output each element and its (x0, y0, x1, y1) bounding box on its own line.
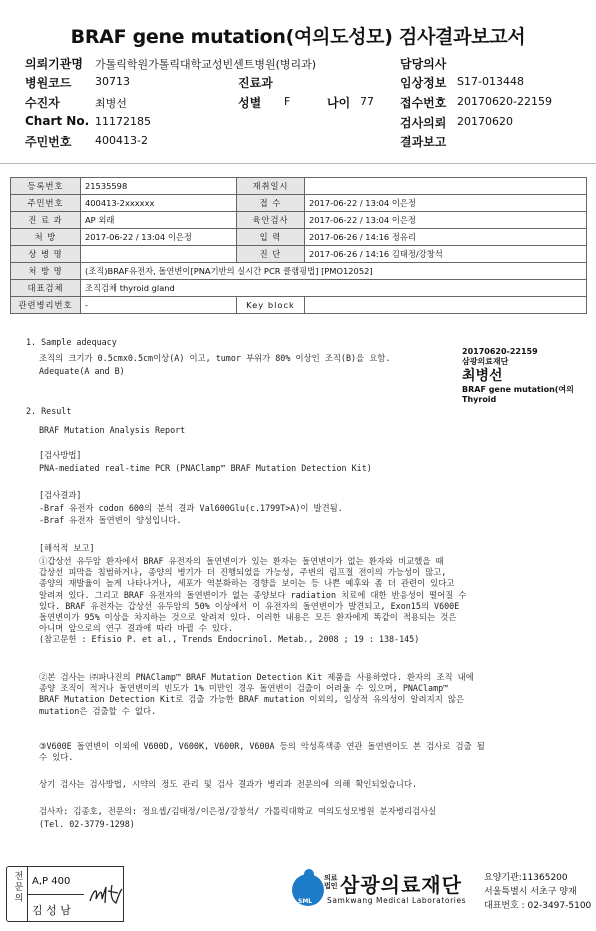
s1-line1: 조직의 크기가 0.5cmx0.5cm이상(A) 이고, tumor 부위가 80% 이상인 조직(B)을 요함. (39, 353, 391, 363)
report-title: BRAF gene mutation(여의도성모) 검사결과보고서 (70, 26, 526, 48)
patient-label: 수진자 (25, 96, 60, 110)
org-english-name: Samkwang Medical Laboratories (327, 896, 467, 905)
clinical-label: 임상정보 (400, 76, 447, 90)
org-phone: 대표번호 : 02-3497-5100 (484, 901, 592, 911)
keyblock-value (305, 297, 587, 314)
institution-label: 의뢰기관명 (25, 57, 83, 71)
table-row (11, 195, 587, 212)
ssn-cell-value: 400413-2xxxxxx (81, 195, 237, 212)
box-divider (28, 894, 84, 895)
reg-no-value: 21535598 (81, 178, 237, 195)
interp-line: 아니며 앞으로의 연구 결과에 따라 바뀔 수 있다. (39, 623, 234, 634)
withdraw-key: 재취일시 (237, 178, 305, 195)
order-value: 2017-06-22 / 13:04 이은정 (81, 229, 237, 246)
reg-no-key: 등록번호 (11, 178, 81, 195)
stamp-receipt: 20170620-22159 (462, 347, 538, 356)
table-row (11, 280, 587, 297)
specimen-info-table (10, 177, 587, 314)
input-value: 2017-06-26 / 14:16 정유리 (305, 229, 587, 246)
s2-subtitle: BRAF Mutation Analysis Report (39, 425, 186, 435)
ward-key: 상 병 명 (11, 246, 81, 263)
interp-line: BRAF Mutation Detection Kit로 검출 가능한 BRAF mutation 이외의, 임상적 유의성이 알려지지 않은 (39, 694, 465, 705)
ssn-label: 주민번호 (25, 135, 72, 149)
interp-line: 돌연변이가 95% 이상을 차지하는 것으로 알려져 있다. 이러한 내용은 모든 환자에게 똑같이 적용되는 것은 (39, 612, 457, 623)
specimen-value: 조직검체 thyroid gland (81, 280, 587, 297)
request-value: 20170620 (457, 115, 513, 128)
diagnosis-key: 진 단 (237, 246, 305, 263)
dept-label: 진료과 (238, 76, 273, 90)
sex-label: 성별 (238, 96, 262, 110)
org-reg-no: 요양기관:11365200 (484, 873, 568, 883)
diagnosis-value: 2017-06-26 / 14:16 김태정/강창석 (305, 246, 587, 263)
result-line2: -Braf 유전자 돌연변이 양성입니다. (39, 515, 182, 525)
stamp-patient-name: 최병선 (462, 368, 503, 384)
withdraw-value (305, 178, 587, 195)
org-prefix (324, 874, 338, 890)
chart-label: Chart No. (25, 114, 90, 128)
closing-statement: 상기 검사는 검사방법, 시약의 정도 관리 및 검사 결과가 병리과 전문의에 의해 확인되었습니다. (39, 779, 418, 789)
interp-line: 갑상선 피막을 침범하거나, 종양의 병기가 더 진행되었을 가능성, 주변의 림프절 전이의 가능성이 많고, (39, 567, 447, 578)
ward-value (81, 246, 237, 263)
table-row (11, 178, 587, 195)
signature-image (88, 881, 124, 909)
interp-para3 (39, 741, 485, 763)
chart-value: 11172185 (95, 115, 151, 128)
clinical-value: S17-013448 (457, 75, 524, 88)
interp-line: ③V600E 돌연변이 이외에 V600D, V600K, V600R, V600A 등의 악성흑색종 연관 돌연변이도 본 검사로 검출 될 (39, 741, 485, 751)
specialist-name: 김 성 남 (32, 904, 71, 917)
receipt-value: 20170620-22159 (457, 95, 552, 108)
accept-key: 접 수 (237, 195, 305, 212)
s1-title: 1. Sample adequacy (26, 337, 117, 347)
test-name-value: (조직)BRAF유전자, 돌연변이[PNA기반의 실시간 PCR 클램핑법] [PMO12052] (81, 263, 587, 280)
gross-exam-value: 2017-06-22 / 13:04 이은정 (305, 212, 587, 229)
interp-line: mutation은 검출할 수 없다. (39, 705, 157, 716)
specialist-box (6, 866, 28, 922)
result-label: 결과보고 (400, 135, 447, 149)
institution-value: 가톨릭학원가톨릭대학교성빈센트병원(병리과) (95, 58, 317, 71)
org-prefix-bottom: 법인 (324, 882, 338, 890)
stamp-org: 삼광의료재단 (462, 357, 509, 366)
interp-para2 (39, 672, 474, 717)
dept-key: 진 료 과 (11, 212, 81, 229)
table-row (11, 297, 587, 314)
table-row (11, 229, 587, 246)
specialist-code: A,P 400 (32, 876, 71, 887)
sample-stamp (462, 347, 574, 405)
org-prefix-top: 의료 (324, 874, 338, 882)
interp-line: ②본 검사는 ㈜파나진의 PNAClamp™ BRAF Mutation Detection Kit 제품을 사용하였다. 환자의 조직 내에 (39, 672, 474, 682)
org-address: 서울특별시 서초구 양재 (484, 887, 577, 897)
patient-value: 최병선 (95, 97, 127, 110)
age-value: 77 (360, 95, 374, 108)
request-label: 검사의뢰 (400, 116, 447, 130)
code-label: 병원코드 (25, 76, 72, 90)
sml-logo-badge: SML (298, 898, 313, 905)
specialist-detail-box (28, 866, 124, 922)
order-key: 처 방 (11, 229, 81, 246)
age-label: 나이 (327, 96, 351, 110)
interp-line: ①갑상선 유두암 환자에서 BRAF 유전자의 돌연변이가 있는 환자는 돌연변이가 없는 환자와 비교했을 때 (39, 556, 444, 566)
interp-line: 알려져 있다. 그리고 BRAF 유전자의 돌연변이가 없는 종양보다 radiation 치료에 대한 반응성이 떨어질 수 (39, 589, 467, 600)
interp-title: [해석적 보고] (39, 543, 95, 553)
result-title: [검사결과] (39, 490, 82, 500)
interp-line: 종양 조직이 적거나 돌연변이의 빈도가 1% 미만인 경우 돌연변이 검출이 어려울 수 있으며, PNAClamp™ (39, 683, 449, 694)
result-line1: -Braf 유전자 codon 600의 분석 결과 Val600Glu(c.1799T>A)이 발견됨. (39, 503, 343, 513)
sex-value: F (284, 95, 291, 108)
related-key: 관련병리번호 (11, 297, 81, 314)
gross-exam-key: 육안검사 (237, 212, 305, 229)
stamp-specimen: Thyroid (462, 395, 497, 404)
ssn-value: 400413-2 (95, 134, 148, 147)
interp-line: 있다. BRAF 유전자는 갑상선 유두암의 50% 이상에서 이 유전자의 돌연변이가 발견되고, Exon15의 V600E (39, 600, 460, 611)
related-value: - (81, 297, 237, 314)
ssn-key: 주민번호 (11, 195, 81, 212)
keyblock-key: Key block (237, 297, 305, 314)
signers-tel: (Tel. 02-3779-1298) (39, 819, 135, 829)
org-name: 삼광의료재단 (340, 873, 462, 897)
method-title: [검사방법] (39, 450, 82, 460)
input-key: 입 력 (237, 229, 305, 246)
test-name-key: 처 방 명 (11, 263, 81, 280)
interp-para1 (39, 556, 466, 646)
sml-logo-figure-icon (292, 868, 326, 912)
accept-value: 2017-06-22 / 13:04 이은정 (305, 195, 587, 212)
doctor-label: 담당의사 (400, 57, 447, 71)
stamp-test: BRAF gene mutation(여의 (462, 385, 574, 394)
table-row (11, 263, 587, 280)
interp-line: 종양의 재발율이 높게 나타나거나, 세포가 역분화하는 경향을 보이는 등 나쁜 예후와 좀 더 관련이 있다고 (39, 578, 455, 589)
table-row (11, 212, 587, 229)
method-value: PNA-mediated real-time PCR (PNAClamp™ BRAF Mutation Detection Kit) (39, 463, 372, 473)
interp-reference: (참고문헌 : Efisio P. et al., Trends Endocrinol. Metab., 2008 ; 19 : 138-145) (39, 634, 420, 645)
specialist-label: 전문의 (12, 871, 23, 904)
dept-value: AP 외래 (81, 212, 237, 229)
receipt-label: 접수번호 (400, 96, 447, 110)
interp-line: 수 있다. (39, 752, 74, 763)
code-value: 30713 (95, 75, 130, 88)
signers-line: 검사자: 김종호, 전문의: 정요셉/김태정/이은정/강창석/ 가톨릭대학교 여의도성모병원 분자병리검사실 (39, 806, 437, 816)
specimen-key: 대표검체 (11, 280, 81, 297)
table-row (11, 246, 587, 263)
s2-title: 2. Result (26, 406, 72, 416)
header-divider (0, 163, 596, 164)
s1-line2: Adequate(A and B) (39, 366, 125, 376)
